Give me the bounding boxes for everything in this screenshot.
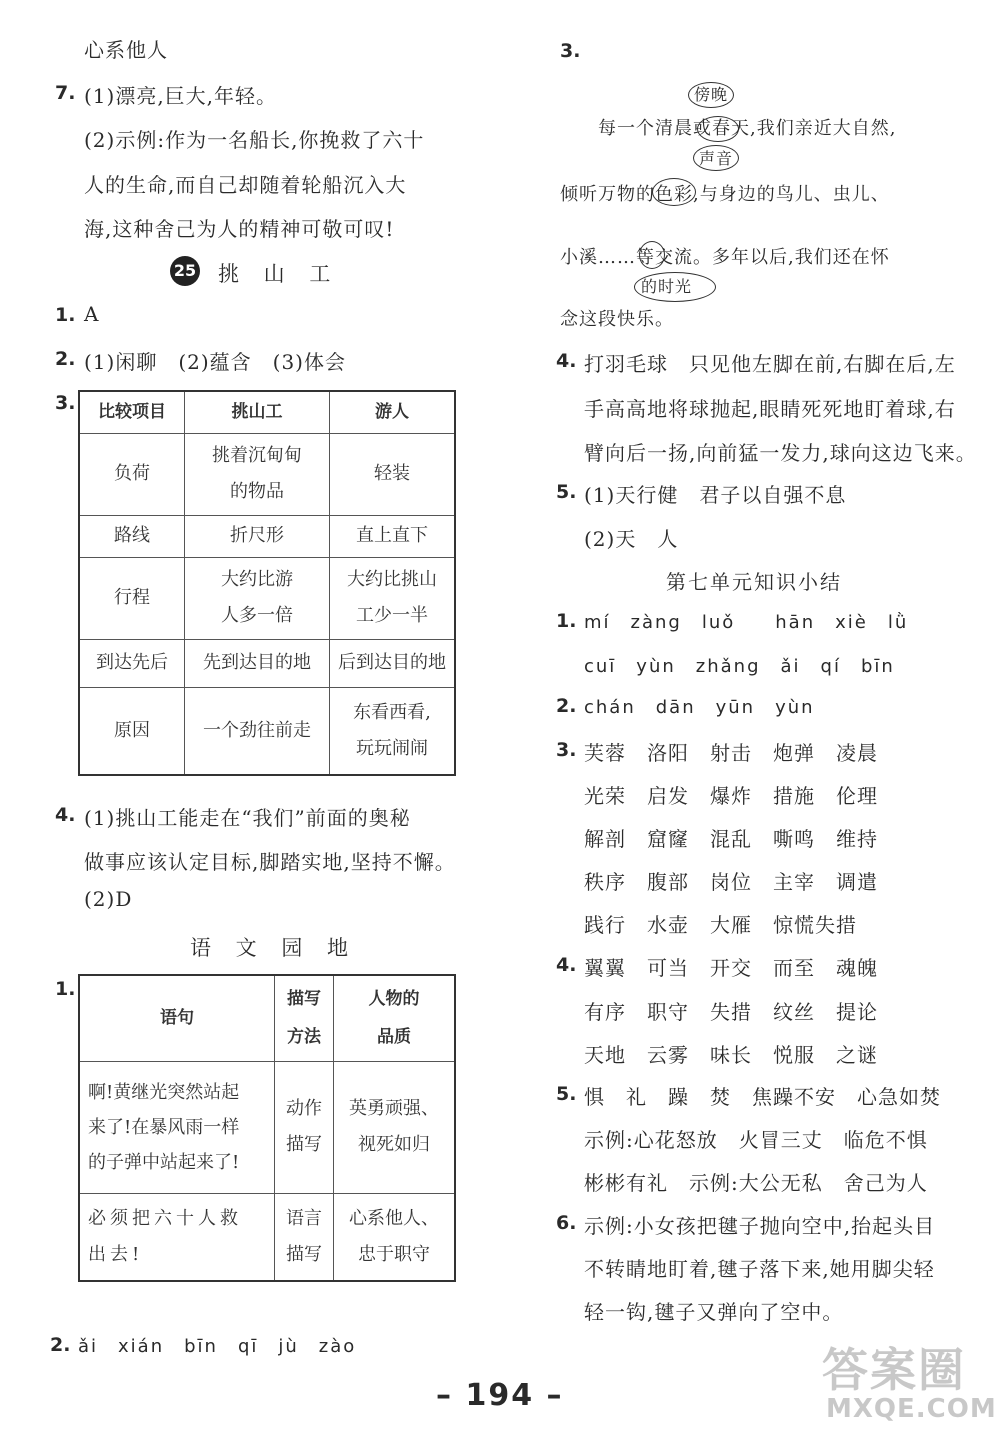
table-cell: 英勇顽强、 视死如归	[334, 1061, 456, 1193]
header-cell: 游人	[330, 391, 456, 433]
table-cell: 大约比游 人多一倍	[185, 557, 330, 639]
r-q4-line1: 打羽毛球 只见他左脚在前,右脚在后,左	[584, 352, 956, 376]
s4-number: 4.	[556, 954, 577, 976]
s5-line2: 示例:心花怒放 火冒三丈 临危不惧	[584, 1128, 928, 1152]
s3-line1: 芙蓉 洛阳 射击 炮弹 凌晨	[584, 741, 878, 765]
comparison-table	[78, 390, 456, 776]
r-q3-number: 3.	[560, 40, 581, 62]
q1-number: 1.	[55, 304, 76, 326]
q4-number: 4.	[55, 804, 76, 826]
table-cell: 一个劲往前走	[185, 687, 330, 775]
r-q4-number: 4.	[556, 350, 577, 372]
watermark-logo: 答案圈	[822, 1343, 966, 1397]
watermark-url: MXQE.COM	[826, 1394, 997, 1424]
table-cell: 挑着沉甸甸 的物品	[185, 433, 330, 515]
s1-line2: cuī yùn zhǎng ǎi qí bīn	[584, 656, 895, 677]
table-cell: 啊!黄继光突然站起 来了!在暴风雨一样 的子弹中站起来了!	[79, 1061, 275, 1193]
table-row	[79, 687, 455, 775]
r-q5-line1: (1)天行健 君子以自强不息	[584, 483, 847, 507]
corr-line3: 小溪……等交流。多年以后,我们还在怀	[560, 247, 890, 268]
q3-number: 3.	[55, 392, 76, 414]
s4-line3: 天地 云雾 味长 悦服 之谜	[584, 1043, 878, 1067]
corr-line4: 念这段快乐。	[560, 309, 674, 330]
garden-q2-pinyin: ǎi xián bīn qī jù zào	[78, 1336, 357, 1357]
table-cell: 大约比挑山 工少一半	[330, 557, 456, 639]
q7-line2: (2)示例:作为一名船长,你挽救了六十	[84, 128, 425, 152]
q4-line2: 做事应该认定目标,脚踏实地,坚持不懈。	[84, 850, 456, 874]
table-cell: 轻装	[330, 433, 456, 515]
table-cell: 行程	[79, 557, 185, 639]
r-q4-line2: 手高高地将球抛起,眼睛死死地盯着球,右	[584, 397, 956, 421]
s2-pinyin: chán dān yūn yùn	[584, 697, 815, 718]
s3-line5: 践行 水壶 大雁 惊慌失措	[584, 913, 857, 937]
garden-title: 语 文 园 地	[190, 936, 358, 960]
r-q4-line3: 臂向后一扬,向前猛一发力,球向这边飞来。	[584, 441, 977, 465]
s2-number: 2.	[556, 695, 577, 717]
s6-number: 6.	[556, 1212, 577, 1234]
corr-line2: 倾听万物的色彩,与身边的鸟儿、虫儿、	[560, 184, 890, 205]
insertion-1: 傍晚	[694, 85, 729, 104]
table-row	[79, 639, 455, 687]
table-cell: 后到达目的地	[330, 639, 456, 687]
top-line: 心系他人	[84, 38, 168, 62]
s6-line3: 轻一钩,毽子又弹向了空中。	[584, 1300, 844, 1324]
lesson-number-badge: 25	[170, 256, 200, 286]
q7-line1: (1)漂亮,巨大,年轻。	[84, 84, 278, 108]
s6-line2: 不转睛地盯着,毽子落下来,她用脚尖轻	[584, 1257, 935, 1281]
s5-line1: 惧 礼 躁 焚 焦躁不安 心急如焚	[584, 1085, 941, 1109]
r-q5-number: 5.	[556, 481, 577, 503]
table-cell: 路线	[79, 515, 185, 557]
header-cell: 人物的 品质	[334, 975, 456, 1061]
garden-q1-number: 1.	[55, 978, 76, 1000]
s3-number: 3.	[556, 739, 577, 761]
q2-answer: (1)闲聊 (2)蕴含 (3)体会	[84, 350, 346, 374]
s5-line3: 彬彬有礼 示例:大公无私 舍己为人	[584, 1171, 928, 1195]
q1-answer: A	[84, 302, 100, 326]
lesson-title: 挑 山 工	[218, 262, 340, 286]
s1-number: 1.	[556, 610, 577, 632]
header-cell: 比较项目	[79, 391, 185, 433]
description-table	[78, 974, 456, 1282]
page-number: – 194 –	[436, 1378, 564, 1413]
table-row	[79, 433, 455, 515]
table-row	[79, 1061, 455, 1193]
table-row	[79, 1193, 455, 1281]
table-cell: 语言 描写	[275, 1193, 334, 1281]
header-cell: 语句	[79, 975, 275, 1061]
q4-line1: (1)挑山工能走在“我们”前面的奥秘	[84, 806, 411, 830]
table-cell: 原因	[79, 687, 185, 775]
q7-line4: 海,这种舍己为人的精神可敬可叹!	[84, 217, 395, 241]
r-q5-line2: (2)天 人	[584, 527, 679, 551]
s4-line2: 有序 职守 失措 纹丝 提论	[584, 1000, 878, 1024]
table-cell: 负荷	[79, 433, 185, 515]
s3-line4: 秩序 腹部 岗位 主宰 调遣	[584, 870, 878, 894]
header-cell: 描写 方法	[275, 975, 334, 1061]
s4-line1: 翼翼 可当 开交 而至 魂魄	[584, 956, 878, 980]
table-cell: 折尺形	[185, 515, 330, 557]
corr-line1: 每一个清晨或春天,我们亲近大自然,	[598, 118, 897, 139]
table-cell: 动作 描写	[275, 1061, 334, 1193]
table-cell: 心系他人、 忠于职守	[334, 1193, 456, 1281]
s1-line1: mí zàng luǒ hān xiè lǜ	[584, 612, 909, 633]
header-cell: 挑山工	[185, 391, 330, 433]
s3-line2: 光荣 启发 爆炸 措施 伦理	[584, 784, 878, 808]
garden-q2-number: 2.	[50, 1334, 71, 1356]
table-cell: 必须把六十人救 出去!	[79, 1193, 275, 1281]
s5-number: 5.	[556, 1083, 577, 1105]
insertion-2: 声音	[699, 149, 734, 168]
table-cell: 先到达目的地	[185, 639, 330, 687]
table-row	[79, 557, 455, 639]
summary-title: 第七单元知识小结	[666, 570, 842, 594]
table-header-row	[79, 975, 455, 1061]
table-header-row	[79, 391, 455, 433]
table-cell: 东看西看, 玩玩闹闹	[330, 687, 456, 775]
insertion-3: 的时光	[641, 277, 693, 296]
q7-line3: 人的生命,而自己却随着轮船沉入大	[84, 173, 407, 197]
q7-number: 7.	[55, 82, 76, 104]
s6-line1: 示例:小女孩把毽子抛向空中,抬起头目	[584, 1214, 936, 1238]
q2-number: 2.	[55, 348, 76, 370]
table-row	[79, 515, 455, 557]
table-cell: 直上直下	[330, 515, 456, 557]
s3-line3: 解剖 窟窿 混乱 嘶鸣 维持	[584, 827, 878, 851]
q4-line3: (2)D	[84, 887, 133, 911]
table-cell: 到达先后	[79, 639, 185, 687]
